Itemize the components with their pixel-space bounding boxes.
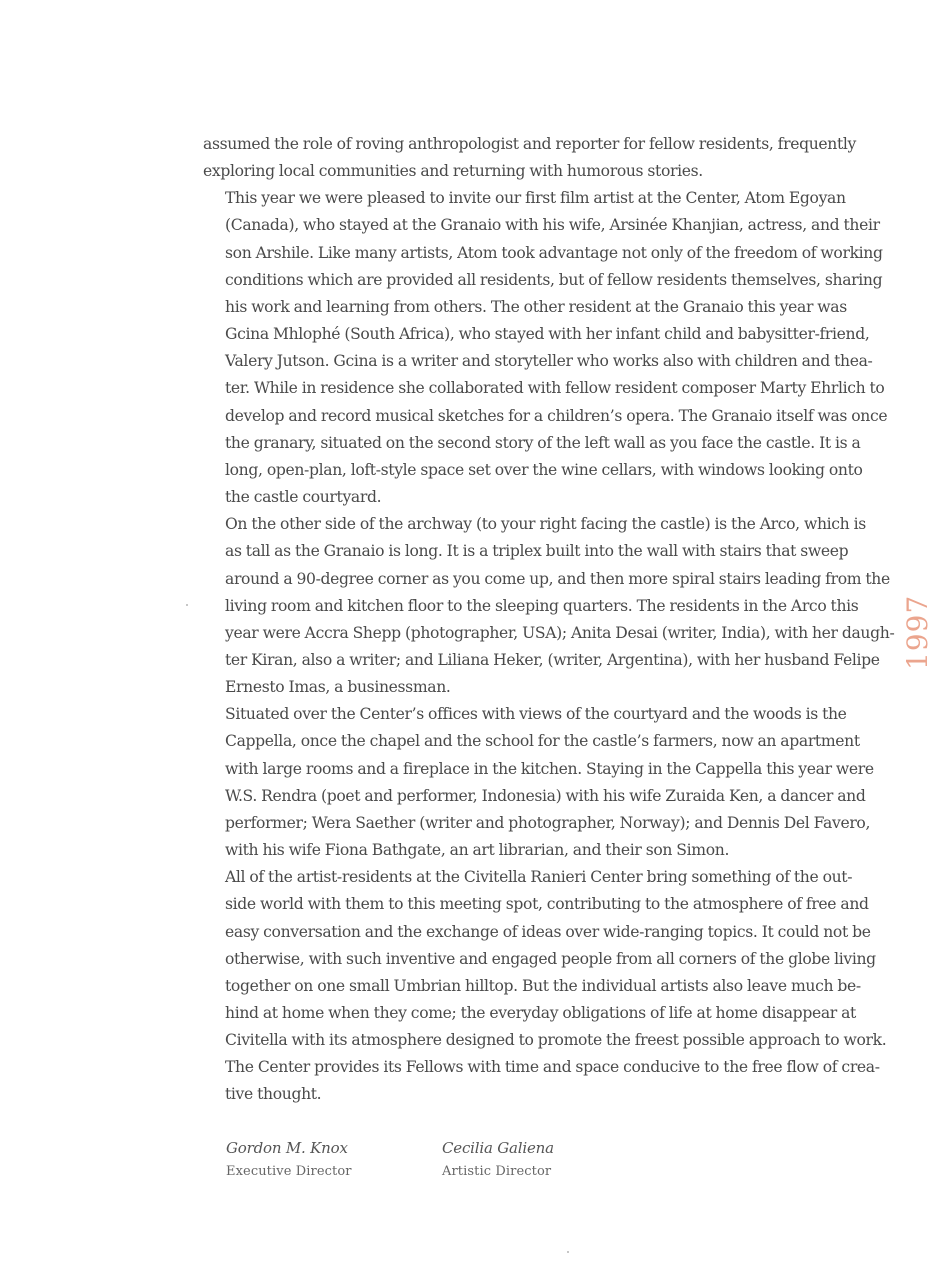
text-line: year were Accra Shepp (photographer, USA); Anita Desai (writer, India), with her daugh- [225, 623, 895, 642]
body-text [203, 131, 895, 1109]
paragraph-5 [203, 864, 887, 1108]
text-line: This year we were pleased to invite our first film artist at the Center, Atom Egoyan [225, 189, 846, 208]
paragraph-2 [203, 185, 888, 511]
text-line: the castle courtyard. [225, 488, 382, 507]
text-line: Situated over the Center’s offices with views of the courtyard and the woods is the [225, 705, 847, 724]
signature-artistic-director [442, 1136, 554, 1184]
text-line: W.S. Rendra (poet and performer, Indonesia) with his wife Zuraida Ken, a dancer and [225, 786, 866, 805]
text-line: easy conversation and the exchange of ideas over wide-ranging topics. It could not be [225, 922, 871, 941]
signatory-title: Executive Director [226, 1164, 352, 1179]
text-line: Cappella, once the chapel and the school for the castle’s farmers, now an apartment [225, 732, 860, 751]
text-line: All of the artist-residents at the Civitella Ranieri Center bring something of the out- [225, 868, 853, 887]
text-line: conditions which are provided all residents, but of fellow residents themselves, sharing [225, 270, 883, 289]
text-line: together on one small Umbrian hilltop. But the individual artists also leave much be- [225, 976, 861, 995]
text-line: with his wife Fiona Bathgate, an art librarian, and their son Simon. [225, 841, 730, 860]
print-speck [567, 1251, 569, 1253]
text-line: his work and learning from others. The other resident at the Granaio this year was [225, 297, 847, 316]
paragraph-1 [203, 131, 856, 185]
signatory-title: Artistic Director [442, 1164, 552, 1179]
paragraph-4 [203, 701, 874, 864]
text-line: Ernesto Imas, a businessman. [225, 678, 451, 697]
signatory-name: Gordon M. Knox [226, 1139, 348, 1157]
text-line: son Arshile. Like many artists, Atom took advantage not only of the freedom of working [225, 243, 883, 262]
text-line: Civitella with its atmosphere designed to promote the freest possible approach to work. [225, 1031, 887, 1050]
text-line: around a 90-degree corner as you come up, and then more spiral stairs leading from the [225, 569, 890, 588]
text-line: side world with them to this meeting spot, contributing to the atmosphere of free and [225, 895, 869, 914]
text-line: On the other side of the archway (to your right facing the castle) is the Arco, which is [225, 515, 866, 534]
text-line: the granary, situated on the second story of the left wall as you face the castle. It is a [225, 433, 861, 452]
text-line: with large rooms and a fireplace in the kitchen. Staying in the Cappella this year were [225, 759, 874, 778]
text-line: Gcina Mhlophé (South Africa), who stayed with her infant child and babysitter-friend, [225, 325, 870, 344]
print-speck [186, 604, 188, 606]
year-marker: 1997 [901, 594, 934, 670]
text-line: The Center provides its Fellows with time and space conducive to the free flow of crea- [225, 1058, 880, 1077]
text-line: ter Kiran, also a writer; and Liliana Heker, (writer, Argentina), with her husband Felipe [225, 650, 880, 669]
text-line: otherwise, with such inventive and engaged people from all corners of the globe living [225, 949, 876, 968]
text-line: exploring local communities and returning with humorous stories. [203, 162, 703, 181]
text-line: as tall as the Granaio is long. It is a triplex built into the wall with stairs that sweep [225, 542, 849, 561]
text-line: ter. While in residence she collaborated with fellow resident composer Marty Ehrlich to [225, 379, 885, 398]
text-line: (Canada), who stayed at the Granaio with his wife, Arsinée Khanjian, actress, and their [225, 216, 880, 235]
text-line: living room and kitchen floor to the sleeping quarters. The residents in the Arco this [225, 596, 859, 615]
text-line: assumed the role of roving anthropologist and reporter for fellow residents, frequently [203, 135, 856, 153]
text-line: performer; Wera Saether (writer and photographer, Norway); and Dennis Del Favero, [225, 813, 871, 832]
text-line: Valery Jutson. Gcina is a writer and storyteller who works also with children and thea- [225, 352, 873, 371]
signature-block [226, 1136, 726, 1196]
signature-executive-director [226, 1136, 352, 1184]
signatory-name: Cecilia Galiena [442, 1139, 554, 1157]
paragraph-3 [203, 511, 895, 701]
text-line: develop and record musical sketches for a children’s opera. The Granaio itself was once [225, 406, 888, 425]
text-line: tive thought. [225, 1085, 322, 1104]
text-line: long, open-plan, loft-style space set over the wine cellars, with windows looking onto [225, 460, 863, 479]
text-line: hind at home when they come; the everyday obligations of life at home disappear at [225, 1004, 856, 1022]
